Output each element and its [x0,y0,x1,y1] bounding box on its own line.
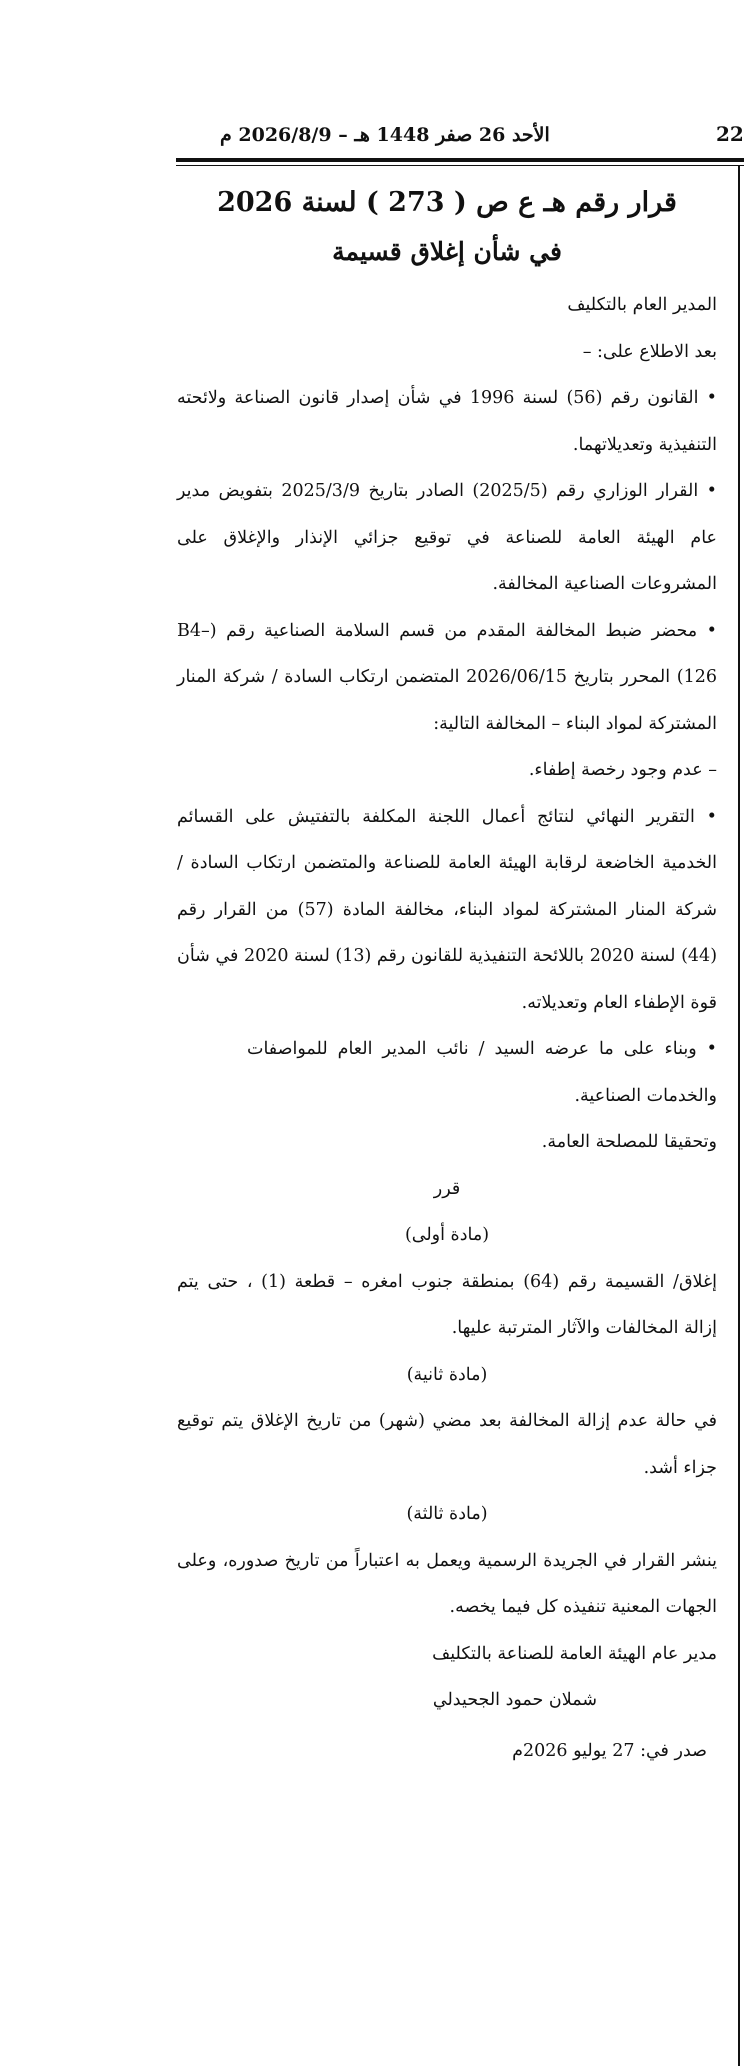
paragraph-violation-item: – عدم وجود رخصة إطفاء. [528,760,717,780]
column-divider [738,166,740,2066]
after-review-line: بعد الاطلاع على: – [582,341,717,362]
public-interest-line: وتحقيقا للمصلحة العامة. [541,1132,717,1152]
decided-heading: قرر [433,1178,461,1199]
signatory-name: شملان حمود الجحيدلي [432,1690,597,1710]
paragraph-ministerial-decision: • القرار الوزاري رقم (2025/5) الصادر بتاريخ 2025/3/9 بتفويض مدير عام الهيئة العامة للصناعة في توقيع جزائي الإنذار والإغلاق على المشروعات الصناعية المخالفة. [177,481,717,594]
article2-heading: (مادة ثانية) [406,1364,488,1385]
issued-date: صدر في: 27 يوليو 2026م [512,1740,707,1761]
decision-title: قرار رقم هـ ع ص ( 273 ) لسنة 2026 [217,187,677,218]
page-header [175,120,744,160]
paragraph-based-on: • وبناء على ما عرضه السيد / نائب المدير العام للمواصفات والخدمات الصناعية. [247,1039,717,1106]
issuer-line: المدير العام بالتكليف [567,295,717,315]
paragraph-final-report: • التقرير النهائي لنتائج أعمال اللجنة المكلفة بالتفتيش على القسائم الخدمية الخاضعة لرقابة الهيئة العامة للصناعة والمتضمن ارتكاب السادة / شركة المنار المشتركة لمواد البناء، مخالفة المادة (57) من القرار رقم (44) لسنة 2020 باللائحة التنفيذية للقانون رقم (13) لسنة 2020 في شأن قوة الإطفاء العام وتعديلاته. [177,806,718,1013]
header-rule-thin [176,165,744,166]
header-date: الأحد 26 صفر 1448 هـ – 2026/8/9 م [220,124,550,146]
decision-subtitle: في شأن إغلاق قسيمة [332,237,562,266]
article3-text: ينشر القرار في الجريدة الرسمية ويعمل به اعتباراً من تاريخ صدوره، وعلى الجهات المعنية تنفيذه كل فيما يخصه. [177,1550,717,1617]
decision-body [177,178,717,1774]
signatory-title: مدير عام الهيئة العامة للصناعة بالتكليف [432,1643,717,1664]
paragraph-law: • القانون رقم (56) لسنة 1996 في شأن إصدار قانون الصناعة ولائحته التنفيذية وتعديلاتهما. [177,388,717,455]
page-number: 22 [716,122,744,146]
article1-text: إغلاق/ القسيمة رقم (64) بمنطقة جنوب امغره – قطعة (1) ، حتى يتم إزالة المخالفات والآثار المترتبة عليها. [177,1271,717,1338]
header-rule-thick [176,158,744,162]
article3-heading: (مادة ثالثة) [406,1504,488,1524]
paragraph-violation-report: • محضر ضبط المخالفة المقدم من قسم السلامة الصناعية رقم (B4–126) المحرر بتاريخ 2026/06/15 المتضمن ارتكاب السادة / شركة المنار المشتركة لمواد البناء – المخالفة التالية: [177,620,717,734]
article1-heading: (مادة أولى) [404,1225,490,1245]
article2-text: في حالة عدم إزالة المخالفة بعد مضي (شهر) من تاريخ الإغلاق يتم توقيع جزاء أشد. [177,1411,717,1478]
